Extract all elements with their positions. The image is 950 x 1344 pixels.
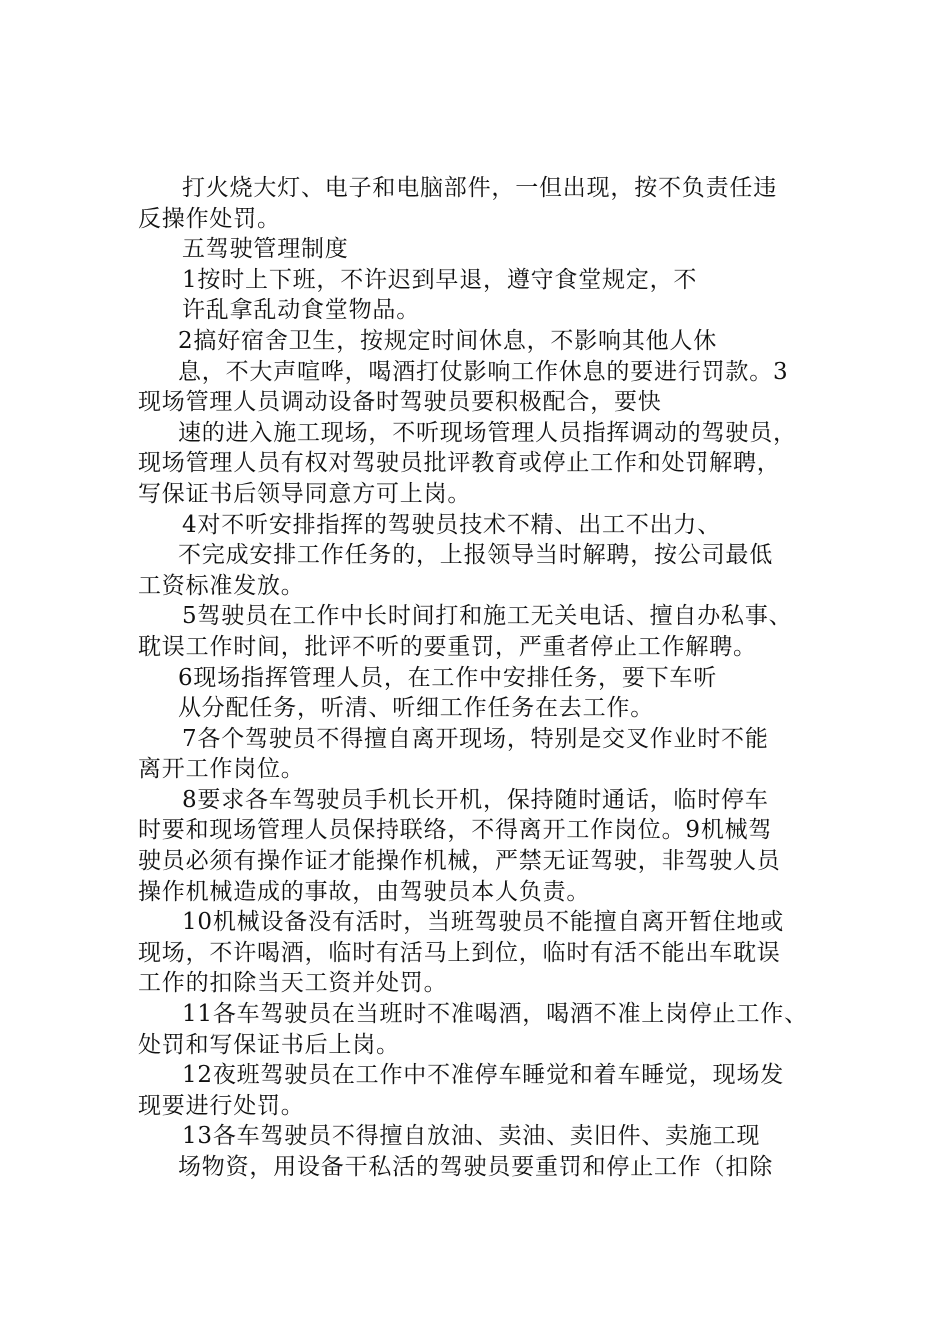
text-line: 6现场指挥管理人员，在工作中安排任务，要下车听	[178, 664, 718, 691]
text-line: 1按时上下班，不许迟到早退，遵守食堂规定，不	[182, 266, 698, 293]
text-line: 许乱拿乱动食堂物品。	[182, 297, 420, 324]
text-line: 打火烧大灯、电子和电脑部件，一但出现，按不负责任违	[182, 175, 777, 201]
text-line: 2搞好宿舍卫生，按规定时间休息，不影响其他人休	[178, 327, 718, 354]
text-line: 驶员必须有操作证才能操作机械，严禁无证驾驶，非驾驶人员	[138, 848, 781, 875]
text-line: 现场管理人员有权对驾驶员批评教育或停止工作和处罚解聘，	[138, 450, 781, 477]
text-line: 现要进行处罚。	[138, 1092, 305, 1119]
text-line: 处罚和写保证书后上岗。	[138, 1031, 400, 1058]
text-line: 现场管理人员调动设备时驾驶员要积极配合，要快	[138, 389, 662, 416]
text-line: 5驾驶员在工作中长时间打和施工无关电话、擅自办私事、	[182, 603, 793, 630]
text-line: 五驾驶管理制度	[182, 236, 349, 263]
text-line: 离开工作岗位。	[138, 756, 305, 783]
text-line: 场物资，用设备干私活的驾驶员要重罚和停止工作（扣除	[178, 1154, 773, 1180]
text-line: 写保证书后领导同意方可上岗。	[138, 480, 472, 507]
text-line: 时要和现场管理人员保持联络，不得离开工作岗位。9机械驾	[138, 817, 773, 844]
text-line: 工作的扣除当天工资并处罚。	[138, 970, 448, 997]
text-line: 工资标准发放。	[138, 572, 305, 599]
text-line: 从分配任务，听清、听细工作任务在去工作。	[178, 695, 654, 722]
text-line: 操作机械造成的事故，由驾驶员本人负责。	[138, 878, 591, 905]
text-line: 反操作处罚。	[138, 205, 281, 232]
text-line: 12夜班驾驶员在工作中不准停车睡觉和着车睡觉，现场发	[182, 1062, 785, 1089]
text-line: 息，不大声喧哗，喝酒打仗影响工作休息的要进行罚款。3	[178, 358, 789, 385]
text-line: 7各个驾驶员不得擅自离开现场，特别是交叉作业时不能	[182, 725, 769, 752]
text-line: 8要求各车驾驶员手机长开机，保持随时通话，临时停车	[182, 786, 769, 813]
text-line: 13各车驾驶员不得擅自放油、卖油、卖旧件、卖施工现	[182, 1123, 761, 1150]
text-line: 耽误工作时间，批评不听的要重罚，严重者停止工作解聘。	[138, 633, 757, 660]
text-line: 11各车驾驶员在当班时不准喝酒，喝酒不准上岗停止工作、	[182, 1001, 808, 1028]
text-line: 4对不听安排指挥的驾驶员技术不精、出工不出力、	[182, 511, 722, 538]
text-line: 不完成安排工作任务的，上报领导当时解聘，按公司最低	[178, 542, 773, 569]
text-line: 速的进入施工现场，不听现场管理人员指挥调动的驾驶员，	[178, 419, 797, 446]
text-line: 现场，不许喝酒，临时有活马上到位，临时有活不能出车耽误	[138, 939, 781, 966]
text-line: 10机械设备没有活时，当班驾驶员不能擅自离开暂住地或	[182, 909, 785, 936]
document-body	[138, 173, 838, 1183]
